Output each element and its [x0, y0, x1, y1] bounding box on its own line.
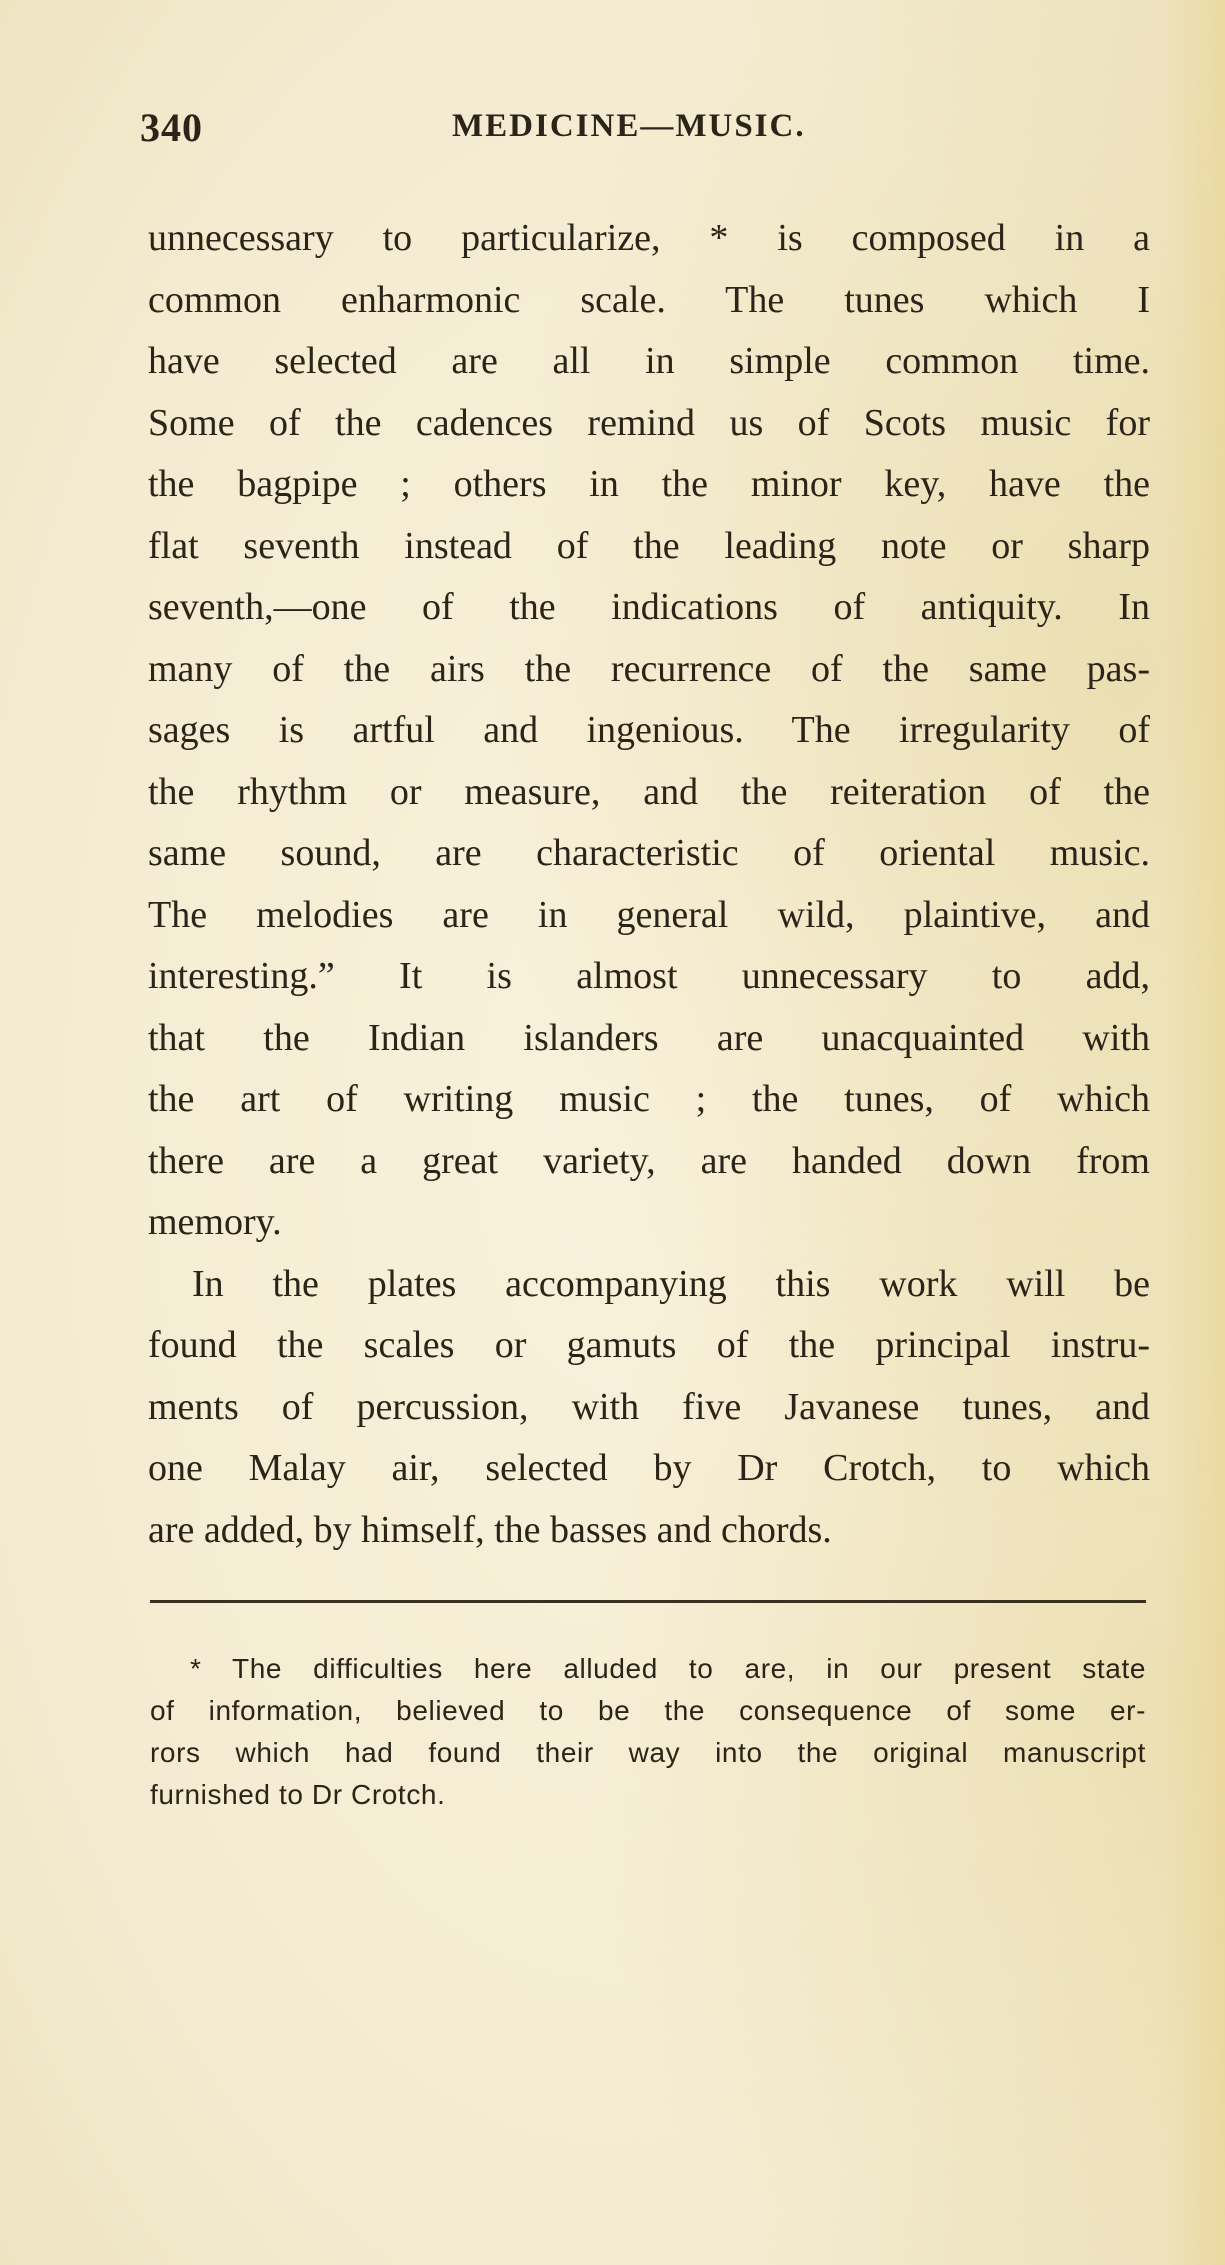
text-line: memory. — [148, 1201, 282, 1243]
page-edge-discoloration — [1165, 0, 1225, 2265]
text-line: are added, by himself, the basses and chords. — [148, 1508, 832, 1551]
text-line: The melodies are in general wild, plaintive, and — [148, 893, 1150, 936]
text-line: common enharmonic scale. The tunes which I — [148, 278, 1150, 321]
text-line: same sound, are characteristic of oriental music. — [148, 832, 1150, 874]
footnote-line: rors which had found their way into the original manuscript — [150, 1737, 1146, 1768]
text-line: Some of the cadences remind us of Scots music for — [148, 401, 1150, 444]
text-line: interesting.” It is almost unnecessary to add, — [148, 955, 1150, 997]
text-line: flat seventh instead of the leading note or sharp — [148, 524, 1150, 567]
text-line: that the Indian islanders are unacquainted with — [148, 1016, 1150, 1059]
page-number: 340 — [140, 105, 203, 150]
text-line: have selected are all in simple common time. — [148, 340, 1150, 382]
text-line: seventh,—one of the indications of antiquity. In — [148, 586, 1150, 628]
running-title: MEDICINE—MUSIC. — [452, 108, 806, 144]
text-line: one Malay air, selected by Dr Crotch, to which — [148, 1447, 1150, 1489]
text-line: there are a great variety, are handed down from — [148, 1139, 1150, 1182]
paragraph-start-line: In the plates accompanying this work will be — [192, 1262, 1150, 1305]
body-text — [148, 208, 1150, 1561]
text-line: the art of writing music ; the tunes, of which — [148, 1078, 1150, 1120]
text-line: sages is artful and ingenious. The irregularity of — [148, 709, 1150, 751]
text-line: the bagpipe ; others in the minor key, have the — [148, 463, 1150, 505]
footnote-rule — [150, 1600, 1146, 1603]
running-head — [140, 104, 1150, 160]
footnote-line: of information, believed to be the consequence of some er- — [150, 1695, 1146, 1726]
footnote-line: * The difficulties here alluded to are, in our present state — [190, 1653, 1146, 1684]
footnote — [150, 1648, 1146, 1816]
text-line: found the scales or gamuts of the principal instru- — [148, 1324, 1150, 1366]
footnote-line: furnished to Dr Crotch. — [150, 1779, 446, 1810]
text-line: many of the airs the recurrence of the same pas- — [148, 647, 1150, 690]
text-line: unnecessary to particularize, * is composed in a — [148, 217, 1150, 259]
text-line: the rhythm or measure, and the reiteration of the — [148, 770, 1150, 813]
text-line: ments of percussion, with five Javanese tunes, and — [148, 1385, 1150, 1428]
